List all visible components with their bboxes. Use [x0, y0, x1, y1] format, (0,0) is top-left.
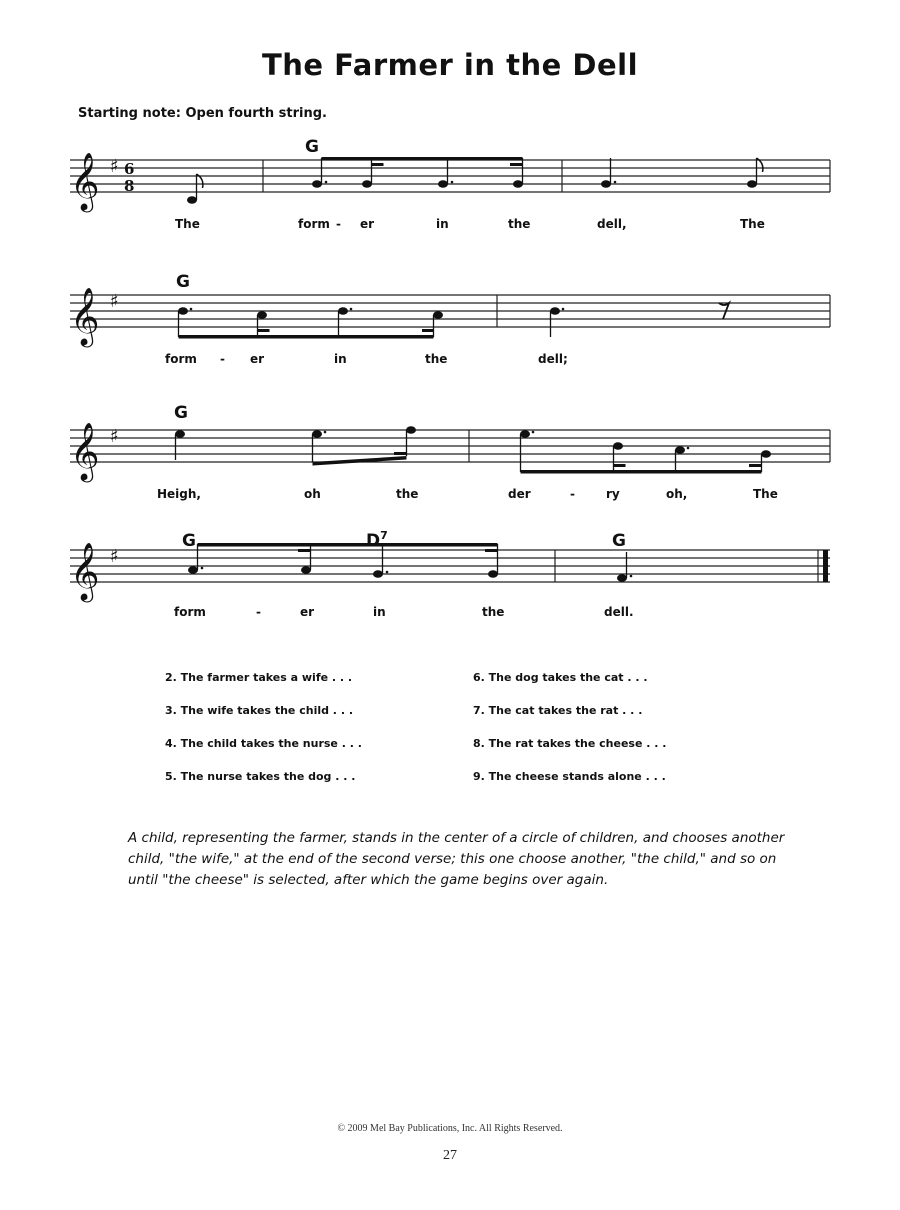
note — [761, 450, 771, 472]
chord-symbol: G — [176, 272, 190, 292]
note — [433, 311, 443, 337]
music-system-2 — [0, 265, 900, 375]
lyric-word: er — [300, 605, 315, 619]
copyright-notice: © 2009 Mel Bay Publications, Inc. All Rights Reserved. — [337, 1123, 563, 1134]
note — [178, 307, 192, 337]
note — [338, 307, 352, 337]
note — [406, 426, 416, 456]
beam — [372, 163, 384, 166]
verse-line: 2. The farmer takes a wife . . . — [165, 671, 353, 684]
key-signature-sharp-icon: ♯ — [110, 291, 119, 312]
treble-clef-icon: 𝄞 — [70, 287, 100, 345]
key-signature-sharp-icon: ♯ — [110, 426, 119, 447]
beam — [322, 157, 523, 161]
lyric-word: The — [740, 217, 765, 231]
lyric-word: oh — [304, 487, 321, 501]
verse-line: 5. The nurse takes the dog . . . — [165, 770, 356, 783]
note — [601, 158, 616, 188]
time-signature-top: 6 — [124, 160, 135, 178]
lyric-word: dell, — [597, 217, 627, 231]
beam — [313, 456, 407, 466]
lyric-word: dell; — [538, 352, 568, 366]
note — [438, 158, 453, 188]
verse-line: 4. The child takes the nurse . . . — [165, 737, 362, 750]
verse-line: 6. The dog takes the cat . . . — [473, 671, 648, 684]
lyric-word: - — [570, 487, 575, 501]
beam — [422, 329, 434, 332]
lyric-word: form — [174, 605, 206, 619]
lyric-word: der — [508, 487, 531, 501]
lyric-word: oh, — [666, 487, 688, 501]
game-instructions: A child, representing the farmer, stands in the center of a circle of children, and chooses another child, "the wife," at the end of the second verse; this one choose another, "the child," and so on until "the cheese" is selected, after which the game begins over again. — [128, 830, 785, 888]
chord-symbol: G — [174, 403, 188, 423]
lyric-word: ry — [606, 487, 620, 501]
note — [187, 174, 203, 204]
verse-line: 3. The wife takes the child . . . — [165, 704, 354, 717]
lyric-word: The — [753, 487, 778, 501]
time-signature-bottom: 8 — [124, 177, 135, 195]
lyric-word: - — [220, 352, 225, 366]
note — [175, 430, 185, 460]
verse-line: 8. The rat takes the cheese . . . — [473, 737, 667, 750]
staff-lines — [70, 550, 830, 582]
note — [675, 446, 689, 472]
treble-clef-icon: 𝄞 — [70, 422, 100, 480]
verse-line: 9. The cheese stands alone . . . — [473, 770, 666, 783]
note — [613, 442, 623, 472]
beam — [749, 464, 762, 467]
verse-column-right — [473, 668, 773, 800]
music-system-1 — [0, 130, 900, 240]
note — [513, 158, 523, 188]
beam — [485, 549, 498, 552]
beam — [394, 452, 407, 455]
chord-symbol: G — [305, 137, 319, 157]
lyric-word: in — [436, 217, 449, 231]
chord-symbol: $D^7$ — [366, 529, 388, 551]
note — [312, 158, 327, 188]
beam — [614, 464, 626, 467]
beam — [521, 470, 762, 474]
beam — [258, 329, 270, 332]
staff-lines — [70, 160, 830, 192]
chord-symbol: G — [182, 531, 196, 551]
lyric-word: er — [250, 352, 265, 366]
page-number: 27 — [443, 1148, 457, 1163]
verse-column-left — [165, 668, 465, 800]
lyric-word: in — [334, 352, 347, 366]
treble-clef-icon: 𝄞 — [70, 152, 100, 210]
beam — [179, 335, 434, 339]
note — [520, 430, 534, 472]
page-title: The Farmer in the Dell — [261, 48, 639, 82]
lyric-word: - — [336, 217, 341, 231]
lyric-word: the — [508, 217, 531, 231]
lyric-word: er — [360, 217, 375, 231]
lyric-word: form — [165, 352, 197, 366]
treble-clef-icon: 𝄞 — [70, 542, 100, 600]
starting-note: Starting note: Open fourth string. — [78, 106, 327, 121]
beam — [298, 549, 311, 552]
note — [747, 158, 763, 188]
key-signature-sharp-icon: ♯ — [110, 156, 119, 177]
verse-line: 7. The cat takes the rat . . . — [473, 704, 643, 717]
beam — [198, 543, 498, 547]
lyric-word: The — [175, 217, 200, 231]
note — [617, 552, 632, 582]
note — [550, 307, 564, 337]
lyric-word: the — [482, 605, 505, 619]
chord-symbol: G — [612, 531, 626, 551]
lyric-word: form — [298, 217, 330, 231]
lyric-word: in — [373, 605, 386, 619]
note — [257, 311, 267, 337]
final-barline-thick — [823, 550, 828, 582]
lyric-word: the — [425, 352, 448, 366]
key-signature-sharp-icon: ♯ — [110, 546, 119, 567]
note — [301, 544, 311, 574]
music-system-3 — [0, 400, 900, 510]
note — [362, 158, 372, 188]
lyric-word: dell. — [604, 605, 634, 619]
lyric-word: the — [396, 487, 419, 501]
music-system-4 — [0, 520, 900, 630]
beam — [510, 163, 523, 166]
lyric-word: Heigh, — [157, 487, 201, 501]
lyric-word: - — [256, 605, 261, 619]
